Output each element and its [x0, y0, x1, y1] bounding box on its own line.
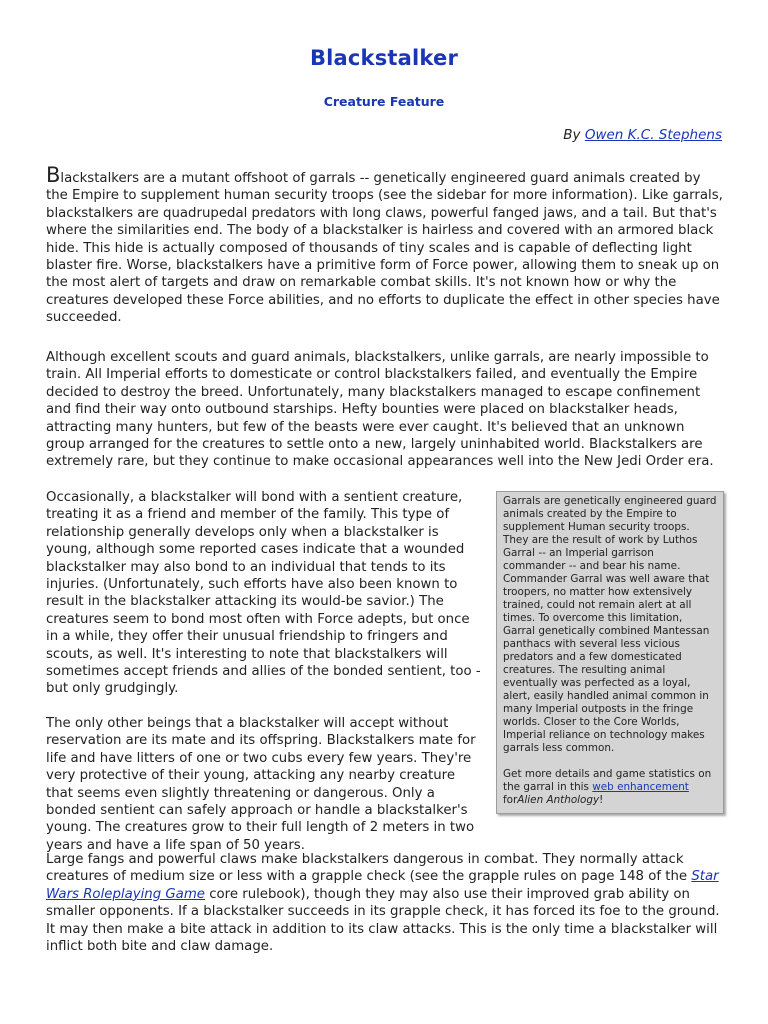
bonding-section — [46, 489, 724, 871]
sidebar-note-end: ! — [599, 794, 604, 806]
page-subtitle: Creature Feature — [323, 94, 445, 109]
sidebar-enhancement-note — [503, 768, 717, 807]
intro-section — [46, 163, 724, 327]
author-link[interactable]: Owen K.C. Stephens — [584, 127, 722, 143]
drop-cap: B — [46, 163, 61, 187]
rulebook-link[interactable]: Star Wars Roleplaying Game — [46, 869, 719, 902]
sidebar-note-for: for — [503, 794, 518, 806]
combat-text-a: Large fangs and powerful claws make blackstalkers dangerous in combat. They normally attack creatures of medium size or less with a grapple check (see the grapple rules on page 148 of the — [46, 852, 692, 885]
combat-section — [46, 851, 724, 955]
history-paragraph: Although excellent scouts and guard animals, blackstalkers, unlike garrals, are nearly impossible to train. All Imperial efforts to domesticate or control blackstalkers failed, and eventually the Empire decided to destroy the breed. Unfortunately, many blackstalkers managed to escape confinement and find their way onto outbound starships. Hefty bounties were placed on blackstalker heads, attracting many hunters, but few of the beasts were ever caught. It's believed that an unknown group arranged for the creatures to settle onto a new, largely uninhabited world. Blackstalkers are extremely rare, but they continue to make occasional appearances well into the New Jedi Order era. — [46, 350, 714, 470]
intro-paragraph — [46, 163, 724, 327]
combat-paragraph — [46, 851, 724, 955]
web-enhancement-link[interactable]: web enhancement — [592, 781, 689, 793]
garral-sidebar — [496, 491, 724, 814]
intro-text: lackstalkers are a mutant offshoot of garrals -- genetically engineered guard animals created by the Empire to supplement human security troops (see the sidebar for more information). Like garrals, blackstalkers are quadrupedal predators with long claws, powerful fanged jaws, and a tail. But that's where the similarities end. The body of a blackstalker is hairless and covered with an armored black hide. This hide is actually composed of thousands of tiny scales and is capable of deflecting light blaster fire. Worse, blackstalkers have a primitive form of Force power, allowing them to sneak up on the most alert of targets and draw on remarkable combat skills. It's not known how or why the creatures developed these Force abilities, and no efforts to duplicate the effect in other species have succeeded. — [46, 171, 723, 326]
page-title: Blackstalker — [309, 46, 459, 70]
combat-text-b: core rulebook), though they may also use their improved grab ability on smaller opponents. If a blackstalker succeeds in its grapple check, it has forced its foe to the ground. It may then make a bite attack in addition to its claw attacks. This is the only time a blackstalker will inflict both bite and claw damage. — [46, 886, 720, 955]
byline — [563, 127, 722, 143]
book-title: Alien Anthology — [517, 794, 600, 806]
sidebar-paragraph: Garrals are genetically engineered guard animals created by the Empire to supplement Human security troops. They are the result of work by Luthos Garral -- an Imperial garrison commander -- and bear his name. Commander Garral was well aware that troopers, no matter how extensively trained, could not remain alert at all times. To overcome this limitation, Garral genetically combined Mantessan panthacs with several less vicious predators and a few domesticated creatures. The resulting animal eventually was perfected as a loyal, alert, easily handled animal common in many Imperial outposts in the fringe worlds. Closer to the Core Worlds, Imperial reliance on technology makes garrals less common. — [503, 495, 717, 754]
bonding-paragraph: Occasionally, a blackstalker will bond with a sentient creature, treating it as a friend and member of the family. This type of relationship generally develops only when a blackstalker is young, although some reported cases indicate that a wounded blackstalker may also bond to an individual that tends to its injuries. (Unfortunately, such efforts have also been known to result in the blackstalker attacking its would-be savior.) The creatures seem to bond most often with Force adepts, but once in a while, they offer their unusual friendship to fringers and scouts, as well. It's interesting to note that blackstalkers will sometimes accept friends and allies of the bonded sentient, too - but only grudgingly. — [46, 490, 481, 697]
offspring-paragraph: The only other beings that a blackstalker will accept without reservation are its mate and its offspring. Blackstalkers mate for life and have litters of one or two cubs every few years. They're very protective of their young, attacking any nearby creature that seems even slightly threatening or dangerous. Only a bonded sentient can safely approach or handle a blackstalker's young. The creatures grow to their full length of 2 meters in two years and have a life span of 50 years. — [46, 715, 476, 853]
sidebar-note-text: Get more details and game statistics on the garral in this — [503, 768, 712, 793]
history-section — [46, 349, 724, 471]
byline-prefix: By — [563, 127, 585, 143]
